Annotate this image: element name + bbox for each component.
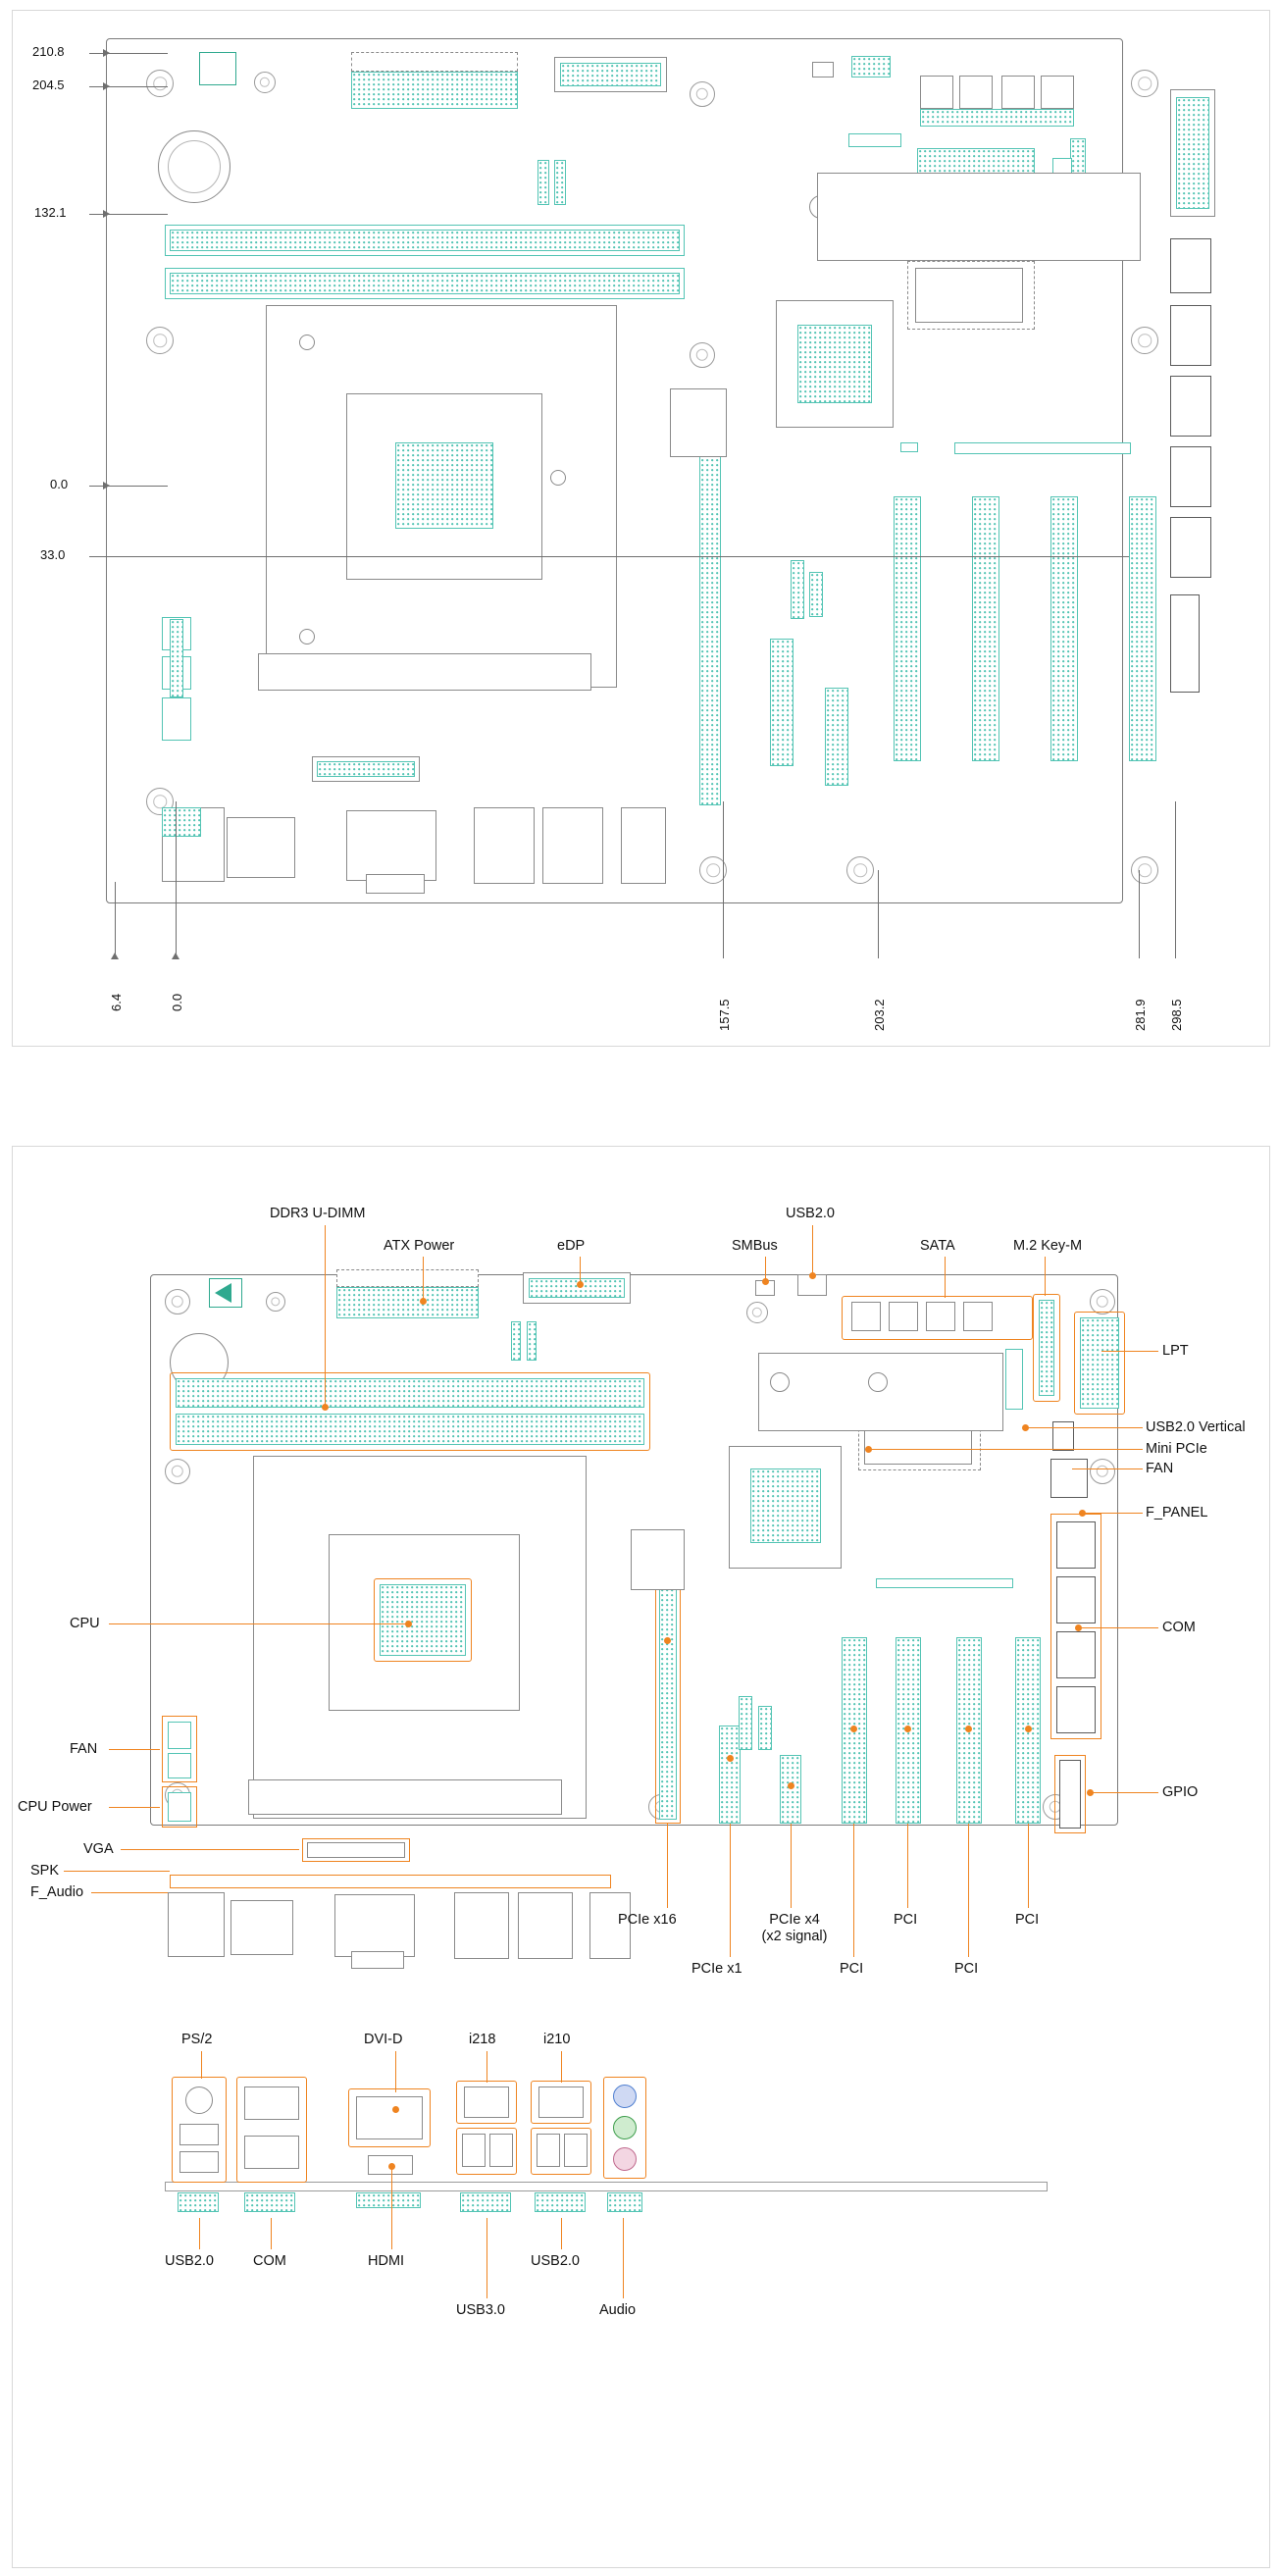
pcie-x4-slot bbox=[780, 1755, 801, 1824]
rear-io-pads bbox=[162, 807, 201, 837]
cpu-power-header bbox=[162, 697, 191, 741]
callout-leader bbox=[1028, 1824, 1029, 1908]
callout-sata: SATA bbox=[920, 1238, 955, 1254]
mounting-hole bbox=[254, 72, 276, 93]
callout-leader bbox=[853, 1824, 854, 1957]
silk-component bbox=[900, 442, 918, 452]
audio-jack-mic bbox=[613, 2147, 637, 2171]
dimension-leader bbox=[1139, 870, 1140, 958]
dimension-label-0-0-h: 0.0 bbox=[170, 993, 184, 1011]
callout-dot bbox=[1025, 1726, 1032, 1732]
callout-dot bbox=[865, 1446, 872, 1453]
callout-dot bbox=[1075, 1624, 1082, 1631]
rear-io-silk bbox=[178, 2192, 219, 2212]
mounting-hole bbox=[146, 70, 174, 97]
dimension-leader bbox=[878, 870, 879, 958]
mounting-hole bbox=[690, 342, 715, 368]
callout-dot bbox=[788, 1782, 794, 1789]
pci-slot bbox=[1129, 496, 1156, 761]
pcie-x16-bracket bbox=[670, 388, 727, 457]
callout-leader bbox=[623, 2218, 624, 2298]
dimension-label-210-8: 210.8 bbox=[32, 44, 65, 59]
com-header bbox=[1056, 1686, 1096, 1733]
com-db9-port bbox=[244, 2087, 299, 2120]
audio-jack-line-out bbox=[613, 2116, 637, 2139]
callout-dot bbox=[762, 1278, 769, 1285]
callout-leader bbox=[109, 1623, 408, 1624]
callout-pcie-x16: PCIe x16 bbox=[618, 1912, 677, 1928]
usb20-port bbox=[537, 2134, 560, 2167]
silk-component bbox=[511, 1321, 521, 1361]
mounting-hole bbox=[846, 856, 874, 884]
com-header bbox=[1056, 1576, 1096, 1623]
rear-io-silk bbox=[460, 2192, 511, 2212]
hdmi-port bbox=[351, 1951, 404, 1969]
mounting-hole bbox=[146, 327, 174, 354]
pci-slot bbox=[972, 496, 999, 761]
lan-usb-stack bbox=[454, 1892, 509, 1959]
silk-component bbox=[527, 1321, 537, 1361]
callout-leader bbox=[1101, 1351, 1158, 1352]
callout-leader bbox=[395, 2051, 396, 2092]
callout-leader bbox=[561, 2051, 562, 2083]
com-header bbox=[1056, 1521, 1096, 1569]
silk-component bbox=[791, 560, 804, 619]
callout-usb20-rear-right: USB2.0 bbox=[531, 2253, 580, 2269]
dimension-arrow bbox=[172, 953, 179, 959]
dimension-label-204-5: 204.5 bbox=[32, 77, 65, 92]
callout-dot bbox=[727, 1755, 734, 1762]
pch-die bbox=[797, 325, 872, 403]
mounting-hole bbox=[746, 1302, 768, 1323]
rear-io-bracket bbox=[165, 2182, 1048, 2191]
callout-dot bbox=[965, 1726, 972, 1732]
dimension-label-132-1: 132.1 bbox=[34, 205, 67, 220]
usb20-port bbox=[179, 2124, 219, 2145]
callout-mini-pcie: Mini PCIe bbox=[1146, 1441, 1207, 1457]
callout-dot bbox=[420, 1298, 427, 1305]
callout-usb20-vertical: USB2.0 Vertical bbox=[1146, 1419, 1246, 1435]
sata-pads bbox=[920, 109, 1074, 127]
dimension-leader bbox=[89, 214, 168, 215]
callout-com-rear: COM bbox=[253, 2253, 286, 2269]
callout-ddr3-udimm: DDR3 U-DIMM bbox=[270, 1206, 366, 1221]
pci-slot bbox=[1050, 496, 1078, 761]
usb30-port bbox=[489, 2134, 513, 2167]
callout-leader bbox=[1090, 1792, 1158, 1793]
dimension-label-157-5: 157.5 bbox=[717, 999, 732, 1031]
pci-slot bbox=[894, 496, 921, 761]
callout-leader bbox=[423, 1257, 424, 1301]
dimension-arrow bbox=[103, 482, 110, 489]
callout-ps2: PS/2 bbox=[181, 2032, 213, 2047]
com-header bbox=[1056, 1631, 1096, 1678]
callout-usb20-top: USB2.0 bbox=[786, 1206, 835, 1221]
cpu-socket-pads bbox=[395, 442, 493, 529]
dvi-d-port bbox=[334, 1894, 415, 1957]
callout-dot bbox=[405, 1621, 412, 1627]
dimension-arrow bbox=[103, 210, 110, 218]
com-header bbox=[1170, 376, 1211, 437]
dimension-label-6-4: 6.4 bbox=[109, 993, 124, 1011]
spk-faudio-highlight bbox=[170, 1875, 611, 1888]
callout-gpio: GPIO bbox=[1162, 1784, 1199, 1800]
m2-key-m-slot bbox=[1039, 1300, 1054, 1396]
com-header bbox=[1170, 517, 1211, 578]
callout-fan-left: FAN bbox=[70, 1741, 98, 1757]
fan-header bbox=[1052, 1421, 1074, 1451]
gpio-header bbox=[1170, 594, 1200, 693]
callout-leader bbox=[1025, 1427, 1143, 1428]
callout-leader bbox=[271, 2218, 272, 2249]
mounting-hole bbox=[165, 1289, 190, 1314]
dimension-leader bbox=[1175, 801, 1176, 958]
ps2-port bbox=[185, 2087, 213, 2114]
dimension-leader bbox=[89, 53, 168, 54]
socket-pin bbox=[299, 335, 315, 350]
silk-component bbox=[868, 1372, 888, 1392]
callout-cpu-power: CPU Power bbox=[18, 1799, 92, 1815]
audio-jack-line-in bbox=[613, 2085, 637, 2108]
callout-pcie-x4 bbox=[750, 1912, 839, 1944]
audio-jacks bbox=[621, 807, 666, 884]
callout-leader bbox=[812, 1225, 813, 1274]
callout-dot bbox=[809, 1272, 816, 1279]
callout-fan-right: FAN bbox=[1146, 1461, 1174, 1476]
callout-hdmi: HDMI bbox=[368, 2253, 405, 2269]
dimm-slot bbox=[176, 1414, 644, 1445]
callout-leader bbox=[791, 1824, 792, 1908]
callout-usb30: USB3.0 bbox=[456, 2302, 505, 2318]
pch-die bbox=[750, 1468, 821, 1543]
callout-dot bbox=[388, 2163, 395, 2170]
hdmi-port bbox=[366, 874, 425, 894]
silk-component bbox=[170, 619, 183, 697]
logo-icon bbox=[215, 1283, 231, 1303]
callout-dot bbox=[1087, 1789, 1094, 1796]
logo-box bbox=[199, 52, 236, 85]
usb20-port bbox=[179, 2151, 219, 2173]
callout-pcie-x4-line2: (x2 signal) bbox=[761, 1928, 828, 1944]
callout-leader bbox=[109, 1807, 160, 1808]
vga-header-pads bbox=[317, 761, 415, 777]
dimension-label-298-5: 298.5 bbox=[1169, 999, 1184, 1031]
com-header bbox=[1170, 446, 1211, 507]
com-db9 bbox=[230, 1900, 293, 1955]
sata-port bbox=[1001, 76, 1035, 109]
callout-dot bbox=[322, 1404, 329, 1411]
dimension-leader bbox=[89, 486, 168, 487]
rear-io-silk bbox=[356, 2192, 421, 2208]
callout-f-panel: F_PANEL bbox=[1146, 1505, 1208, 1520]
coin-battery-inner bbox=[168, 140, 221, 193]
callout-leader bbox=[1082, 1513, 1143, 1514]
silk-component bbox=[538, 160, 549, 205]
atx-power-outline bbox=[351, 52, 518, 72]
mounting-hole bbox=[1131, 327, 1158, 354]
socket-pin bbox=[550, 470, 566, 486]
callout-pci-4: PCI bbox=[1015, 1912, 1040, 1928]
mounting-hole bbox=[266, 1292, 285, 1312]
cpu-load-plate bbox=[248, 1779, 562, 1815]
callout-leader bbox=[201, 2051, 202, 2079]
sata-port bbox=[926, 1302, 955, 1331]
com-db9-port bbox=[244, 2136, 299, 2169]
callout-dot bbox=[850, 1726, 857, 1732]
callout-smbus: SMBus bbox=[732, 1238, 778, 1254]
dimm-slot bbox=[176, 1378, 644, 1408]
rear-io-silk bbox=[244, 2192, 295, 2212]
dimm-slot-pads bbox=[170, 230, 680, 251]
silk-component bbox=[809, 572, 823, 617]
rear-io-silk bbox=[535, 2192, 586, 2212]
ps2-stack bbox=[168, 1892, 225, 1957]
callout-i210: i210 bbox=[543, 2032, 571, 2047]
gpio-header bbox=[1059, 1760, 1081, 1829]
callout-f-audio: F_Audio bbox=[30, 1884, 84, 1900]
silk-component bbox=[739, 1696, 752, 1750]
pcie-bracket bbox=[631, 1529, 685, 1590]
dvi-d-port bbox=[356, 2096, 423, 2139]
dimension-label-203-2: 203.2 bbox=[872, 999, 887, 1031]
callout-pci-3: PCI bbox=[954, 1961, 979, 1977]
f-panel-header bbox=[1050, 1459, 1088, 1498]
callout-leader bbox=[907, 1824, 908, 1908]
mounting-hole bbox=[165, 1459, 190, 1484]
silk-component bbox=[770, 1372, 790, 1392]
rear-io-silk bbox=[607, 2192, 642, 2212]
silk-component bbox=[954, 442, 1131, 454]
dimension-label-33-0: 33.0 bbox=[40, 547, 66, 562]
callout-leader bbox=[199, 2218, 200, 2249]
callout-dot bbox=[1079, 1510, 1086, 1517]
silk-component bbox=[758, 1353, 1003, 1431]
lan-usb-stack bbox=[518, 1892, 573, 1959]
callout-leader bbox=[561, 2218, 562, 2249]
dimension-label-281-9: 281.9 bbox=[1133, 999, 1148, 1031]
callout-leader bbox=[968, 1824, 969, 1957]
callout-pci-1: PCI bbox=[840, 1961, 864, 1977]
silk-component bbox=[758, 1706, 772, 1750]
usb-header-top bbox=[851, 56, 891, 77]
dimension-label-0-0-v: 0.0 bbox=[50, 477, 69, 491]
callout-pcie-x4-line1: PCIe x4 bbox=[769, 1912, 820, 1928]
lpt-pads bbox=[1176, 97, 1209, 209]
usb20-port bbox=[564, 2134, 588, 2167]
cpu-socket-pads bbox=[380, 1584, 466, 1656]
silk-component bbox=[554, 160, 566, 205]
mounting-hole bbox=[1131, 856, 1158, 884]
sata-port bbox=[959, 76, 993, 109]
sata-port bbox=[1041, 76, 1074, 109]
callout-leader bbox=[91, 1892, 168, 1893]
callout-leader bbox=[1078, 1627, 1158, 1628]
rj45-port-i218 bbox=[464, 2087, 509, 2118]
sata-port bbox=[889, 1302, 918, 1331]
callout-dvi-d: DVI-D bbox=[364, 2032, 403, 2047]
callout-leader bbox=[667, 1824, 668, 1908]
callout-leader bbox=[486, 2218, 487, 2298]
fan-header bbox=[168, 1722, 191, 1749]
callout-dot bbox=[904, 1726, 911, 1732]
callout-leader bbox=[109, 1749, 160, 1750]
dimension-leader bbox=[115, 882, 116, 958]
dimm-slot-pads bbox=[170, 273, 680, 294]
atx-power-outline bbox=[336, 1269, 479, 1287]
cpu-power-header bbox=[168, 1792, 191, 1822]
dimension-leader bbox=[176, 801, 177, 958]
callout-atx-power: ATX Power bbox=[384, 1238, 455, 1254]
callout-usb20-rear-left: USB2.0 bbox=[165, 2253, 214, 2269]
usb-vertical-header bbox=[1005, 1349, 1023, 1410]
fan-header bbox=[168, 1753, 191, 1778]
mounting-hole bbox=[690, 81, 715, 107]
silk-component bbox=[817, 173, 1141, 261]
callout-edp: eDP bbox=[557, 1238, 586, 1254]
connector-layout-panel bbox=[12, 1146, 1270, 2568]
board-dimensions-panel bbox=[12, 10, 1270, 1047]
sata-port bbox=[920, 76, 953, 109]
mini-pcie-slot bbox=[915, 268, 1023, 323]
silk-component bbox=[848, 133, 901, 147]
pcie-x1-slot bbox=[719, 1726, 741, 1824]
edp-connector bbox=[529, 1278, 625, 1298]
callout-leader bbox=[868, 1449, 1143, 1450]
sata-port bbox=[963, 1302, 993, 1331]
callout-dot bbox=[1022, 1424, 1029, 1431]
callout-cpu: CPU bbox=[70, 1616, 100, 1631]
dvi-d-port bbox=[346, 810, 436, 881]
callout-leader bbox=[1072, 1468, 1143, 1469]
callout-spk: SPK bbox=[30, 1863, 60, 1879]
dimension-leader bbox=[89, 86, 168, 87]
callout-dot bbox=[664, 1637, 671, 1644]
cpu-load-plate bbox=[258, 653, 591, 691]
callout-lpt: LPT bbox=[1162, 1343, 1189, 1359]
callout-leader bbox=[945, 1257, 946, 1298]
callout-leader bbox=[1045, 1257, 1046, 1296]
pcie-x1-slot bbox=[770, 639, 794, 766]
atx-power-header bbox=[336, 1287, 479, 1318]
smbus-header bbox=[812, 62, 834, 77]
socket-pin bbox=[299, 629, 315, 644]
callout-i218: i218 bbox=[469, 2032, 496, 2047]
usb30-port bbox=[462, 2134, 486, 2167]
callout-com-right: COM bbox=[1162, 1620, 1196, 1635]
dimension-arrow bbox=[111, 953, 119, 959]
callout-leader bbox=[730, 1824, 731, 1957]
mounting-hole bbox=[1131, 70, 1158, 97]
vga-header bbox=[307, 1842, 405, 1858]
callout-audio: Audio bbox=[599, 2302, 637, 2318]
sata-port bbox=[851, 1302, 881, 1331]
callout-leader bbox=[121, 1849, 299, 1850]
callout-pci-2: PCI bbox=[894, 1912, 918, 1928]
callout-m2-key-m: M.2 Key-M bbox=[1013, 1238, 1083, 1254]
dimension-arrow bbox=[103, 49, 110, 57]
lan-usb-stack bbox=[542, 807, 603, 884]
com-header bbox=[1170, 305, 1211, 366]
silk-component bbox=[876, 1578, 1013, 1588]
edp-connector bbox=[560, 63, 661, 86]
dimension-arrow bbox=[103, 82, 110, 90]
callout-leader bbox=[580, 1257, 581, 1284]
callout-leader bbox=[325, 1225, 326, 1407]
callout-dot bbox=[577, 1281, 584, 1288]
com-db9 bbox=[227, 817, 295, 878]
dimension-leader bbox=[723, 801, 724, 958]
dimension-leader bbox=[89, 556, 1129, 557]
f-panel-header bbox=[1170, 238, 1211, 293]
callout-leader bbox=[64, 1871, 170, 1872]
lan-usb-stack bbox=[474, 807, 535, 884]
rj45-port-i210 bbox=[538, 2087, 584, 2118]
callout-leader bbox=[391, 2167, 392, 2249]
callout-pcie-x1: PCIe x1 bbox=[691, 1961, 742, 1977]
lpt-header bbox=[1080, 1317, 1119, 1409]
callout-dot bbox=[392, 2106, 399, 2113]
pcie-x4-slot bbox=[825, 688, 848, 786]
callout-leader bbox=[486, 2051, 487, 2083]
callout-vga: VGA bbox=[83, 1841, 114, 1857]
mounting-hole bbox=[1090, 1459, 1115, 1484]
atx-power-header bbox=[351, 72, 518, 109]
